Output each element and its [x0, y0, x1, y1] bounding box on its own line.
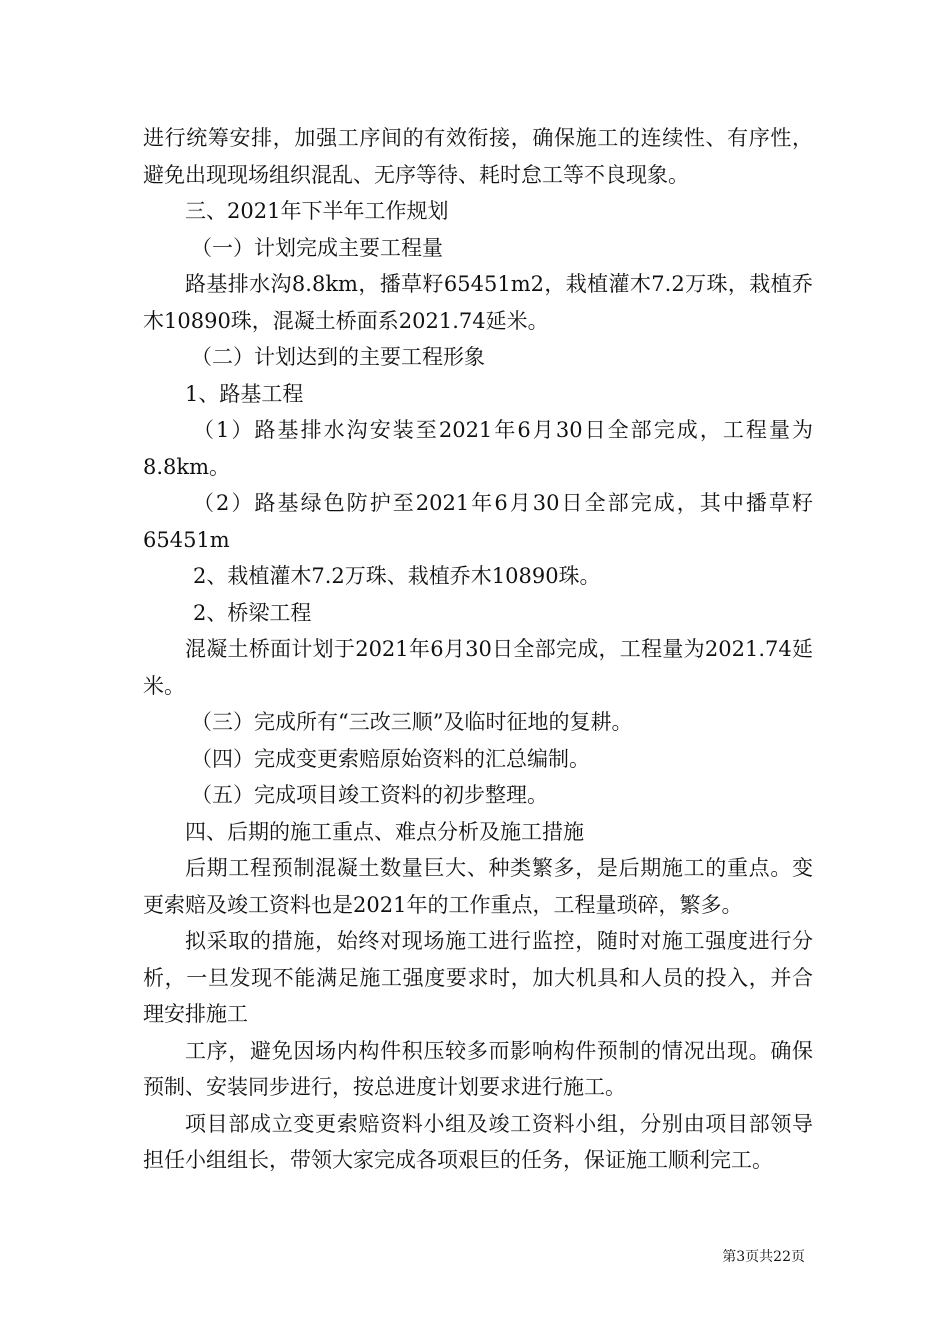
- paragraph-bridge-deck: 混凝土桥面计划于2021年6月30日全部完成，工程量为2021.74延米。: [143, 637, 813, 698]
- list-item-drainage: （1）路基排水沟安装至2021年6月30日全部完成，工程量为8.8km。: [143, 418, 813, 479]
- page-number: 第3页共22页: [722, 1249, 805, 1265]
- paragraph-key-points: 后期工程预制混凝土数量巨大、种类繁多，是后期施工的重点。变更索赔及竣工资料也是2021年的工作重点，工程量琐碎，繁多。: [143, 856, 813, 917]
- list-heading-roadbed: 1、路基工程: [185, 381, 304, 406]
- subsection-heading-quantities: （一）计划完成主要工程量: [191, 235, 443, 260]
- subsection-heading-image: （二）计划达到的主要工程形象: [191, 345, 485, 369]
- subsection-heading-claims: （四）完成变更索赔原始资料的汇总编制。: [191, 746, 590, 771]
- paragraph-process: 工序，避免因场内构件积压较多而影响构件预制的情况出现。确保预制、安装同步进行，按总进度计划要求进行施工。: [143, 1038, 813, 1099]
- list-heading-bridge: 2、桥梁工程: [193, 600, 312, 625]
- paragraph-quantities: 路基排水沟8.8km，播草籽65451m2，栽植灌木7.2万珠，栽植乔木10890珠，混凝土桥面系2021.74延米。: [143, 272, 813, 333]
- section-heading-analysis: 四、后期的施工重点、难点分析及施工措施: [185, 819, 584, 844]
- paragraph-intro-continuation: 进行统筹安排，加强工序间的有效衔接，确保施工的连续性、有序性，避免出现现场组织混乱、无序等待、耗时怠工等不良现象。: [143, 126, 813, 187]
- paragraph-measures: 拟采取的措施，始终对现场施工进行监控，随时对施工强度进行分析，一旦发现不能满足施工强度要求时，加大机具和人员的投入，并合理安排施工: [143, 929, 813, 1026]
- list-item-green-protection: （2）路基绿色防护至2021年6月30日全部完成，其中播草籽65451m: [143, 491, 813, 552]
- document-body: [143, 120, 813, 1179]
- subsection-heading-reclamation: （三）完成所有“三改三顺”及临时征地的复耕。: [191, 710, 633, 734]
- list-item-planting: 2、栽植灌木7.2万珠、栽植乔木10890珠。: [193, 564, 601, 588]
- subsection-heading-completion-docs: （五）完成项目竣工资料的初步整理。: [191, 783, 548, 807]
- section-heading-plan: 三、2021年下半年工作规划: [185, 199, 449, 223]
- paragraph-team: 项目部成立变更索赔资料小组及竣工资料小组，分别由项目部领导担任小组组长，带领大家完成各项艰巨的任务，保证施工顺利完工。: [143, 1111, 813, 1172]
